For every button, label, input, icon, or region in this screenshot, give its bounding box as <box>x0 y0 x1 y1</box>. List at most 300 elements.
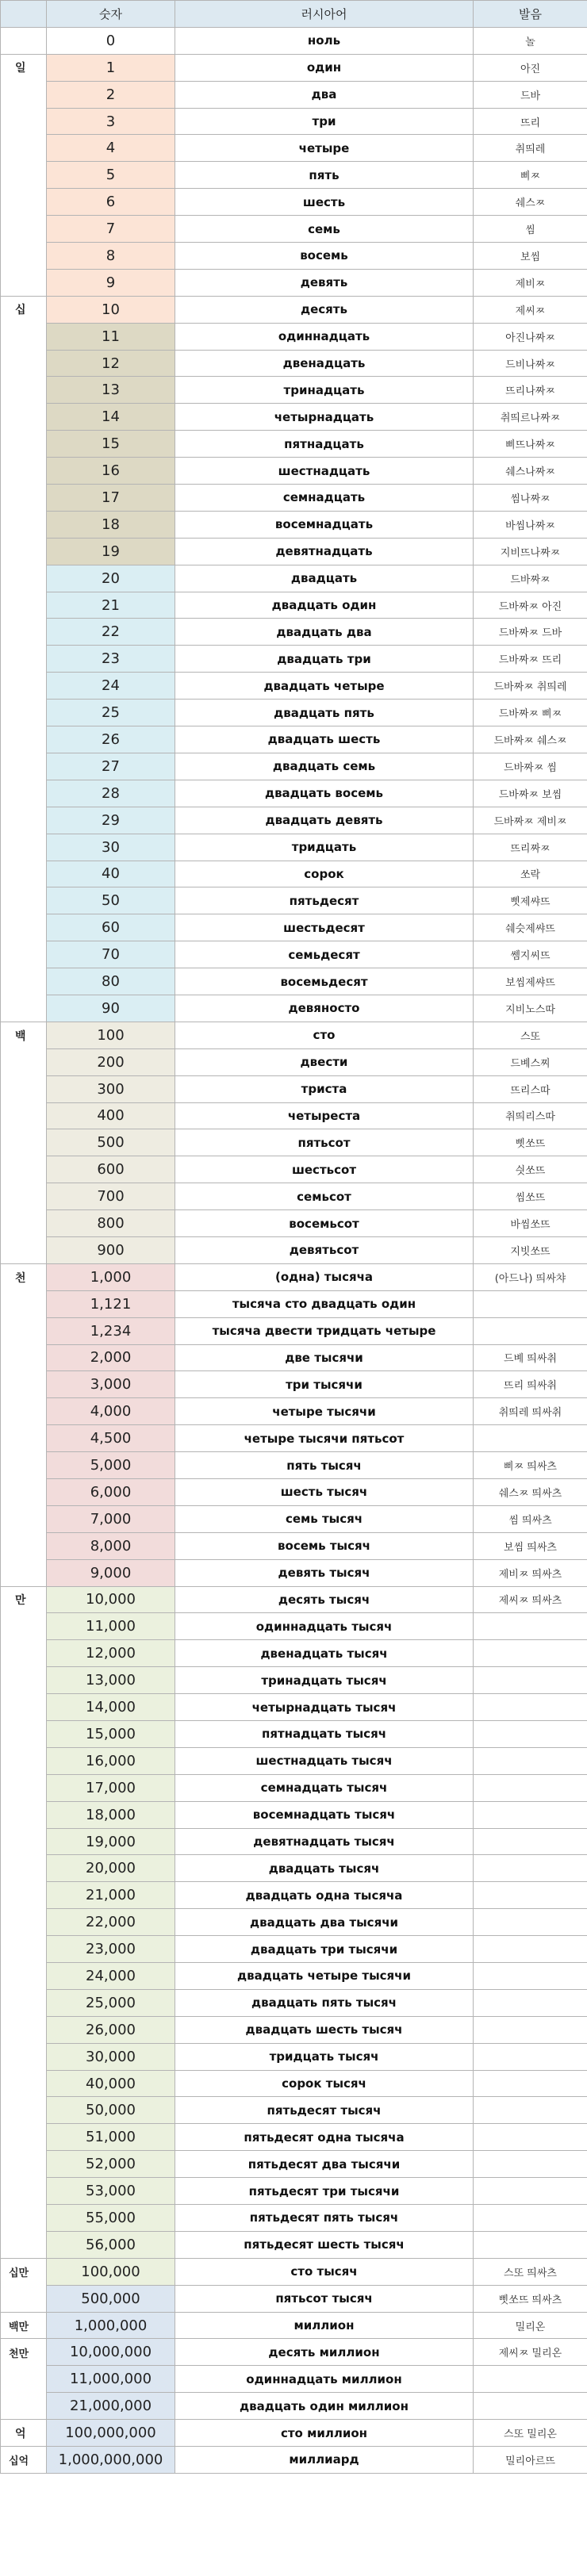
group-label <box>1 2097 47 2124</box>
pronunciation: 삐ㅉ <box>474 162 587 189</box>
pronunciation: 스또 띄싸츠 <box>474 2258 587 2285</box>
pronunciation: 지비노스따 <box>474 995 587 1022</box>
table-row <box>1 189 587 216</box>
group-label <box>1 1882 47 1909</box>
pronunciation: (아드나) 띄싸챠 <box>474 1263 587 1290</box>
russian-word: двадцать два <box>175 619 474 646</box>
group-label <box>1 1048 47 1075</box>
table-row <box>1 1290 587 1317</box>
russian-word: три <box>175 108 474 135</box>
table-row <box>1 81 587 108</box>
table-row <box>1 135 587 162</box>
number-cell: 14,000 <box>47 1694 175 1721</box>
table-row <box>1 2070 587 2097</box>
number-cell: 40,000 <box>47 2070 175 2097</box>
russian-word: девятнадцать <box>175 538 474 565</box>
group-label <box>1 1478 47 1505</box>
russian-word: восемь <box>175 243 474 270</box>
number-cell: 700 <box>47 1183 175 1210</box>
table-row <box>1 27 587 54</box>
russian-word: семнадцать тысяч <box>175 1774 474 1801</box>
number-cell: 90 <box>47 995 175 1022</box>
pronunciation: 드볘스찌 <box>474 1048 587 1075</box>
number-cell: 40 <box>47 861 175 887</box>
table-row <box>1 1075 587 1102</box>
number-cell: 1,121 <box>47 1290 175 1317</box>
number-cell: 13 <box>47 377 175 404</box>
pronunciation: 밀리아르뜨 <box>474 2447 587 2474</box>
group-label <box>1 1452 47 1479</box>
pronunciation: 뜨리나짜ㅉ <box>474 377 587 404</box>
table-row <box>1 1022 587 1048</box>
number-cell: 9 <box>47 269 175 296</box>
group-label <box>1 753 47 780</box>
russian-word: ноль <box>175 27 474 54</box>
table-row <box>1 1344 587 1371</box>
group-label <box>1 2205 47 2232</box>
russian-word: шестьдесят <box>175 914 474 941</box>
table-row <box>1 1532 587 1559</box>
pronunciation: 스또 <box>474 1022 587 1048</box>
russian-word: семь тысяч <box>175 1505 474 1532</box>
number-cell: 51,000 <box>47 2124 175 2151</box>
number-cell: 25 <box>47 700 175 726</box>
number-cell: 22,000 <box>47 1909 175 1936</box>
russian-word: шестнадцать <box>175 458 474 485</box>
table-row <box>1 2043 587 2070</box>
table-row <box>1 780 587 807</box>
russian-word: двадцать одна тысяча <box>175 1882 474 1909</box>
russian-word: двадцать три <box>175 646 474 673</box>
number-cell: 30 <box>47 834 175 861</box>
number-cell: 10,000,000 <box>47 2339 175 2366</box>
pronunciation: 취띄레 띄싸취 <box>474 1398 587 1425</box>
number-cell: 500,000 <box>47 2285 175 2312</box>
pronunciation: 지빗쏘뜨 <box>474 1236 587 1263</box>
number-cell: 15 <box>47 431 175 458</box>
group-label <box>1 1774 47 1801</box>
russian-word: три тысячи <box>175 1371 474 1398</box>
number-cell: 70 <box>47 941 175 968</box>
group-label <box>1 941 47 968</box>
table-row <box>1 2312 587 2339</box>
number-cell: 19 <box>47 538 175 565</box>
russian-word: пятьдесят два тысячи <box>175 2151 474 2178</box>
table-row <box>1 323 587 350</box>
group-label <box>1 1909 47 1936</box>
table-row <box>1 431 587 458</box>
russian-word: двадцать четыре тысячи <box>175 1963 474 1990</box>
table-row <box>1 1371 587 1398</box>
group-label <box>1 1156 47 1183</box>
russian-word: две тысячи <box>175 1344 474 1371</box>
russian-word: одиннадцать миллион <box>175 2366 474 2393</box>
russian-word: миллион <box>175 2312 474 2339</box>
russian-word: двенадцать <box>175 350 474 377</box>
pronunciation <box>474 1425 587 1452</box>
group-label: 억 <box>1 2420 47 2447</box>
table-row <box>1 485 587 512</box>
number-cell: 20 <box>47 565 175 592</box>
russian-word: сорок <box>175 861 474 887</box>
group-label <box>1 377 47 404</box>
group-label <box>1 2151 47 2178</box>
russian-word: пятнадцать тысяч <box>175 1721 474 1748</box>
header-row <box>1 1 587 28</box>
pronunciation: 쉐스ㅉ <box>474 189 587 216</box>
pronunciation <box>474 1290 587 1317</box>
group-label <box>1 350 47 377</box>
number-cell: 4,000 <box>47 1398 175 1425</box>
table-row <box>1 1586 587 1613</box>
number-cell: 0 <box>47 27 175 54</box>
russian-word: двадцать восемь <box>175 780 474 807</box>
table-row <box>1 2339 587 2366</box>
russian-word: двенадцать тысяч <box>175 1640 474 1667</box>
group-label: 천 <box>1 1263 47 1290</box>
table-row <box>1 1263 587 1290</box>
pronunciation: 보씸 띄싸츠 <box>474 1532 587 1559</box>
russian-word: четыре тысячи пятьсот <box>175 1425 474 1452</box>
group-label <box>1 1425 47 1452</box>
pronunciation: 드바짜ㅉ 아진 <box>474 592 587 619</box>
pronunciation: 뜨리스따 <box>474 1075 587 1102</box>
russian-word: двадцать два тысячи <box>175 1909 474 1936</box>
pronunciation: 드바짜ㅉ 삐ㅉ <box>474 700 587 726</box>
number-cell: 30,000 <box>47 2043 175 2070</box>
table-row <box>1 1694 587 1721</box>
russian-word: двадцать пять тысяч <box>175 1989 474 2016</box>
number-cell: 23,000 <box>47 1936 175 1963</box>
group-label <box>1 1371 47 1398</box>
russian-word: тридцать тысяч <box>175 2043 474 2070</box>
russian-word: двадцать один <box>175 592 474 619</box>
pronunciation: 뜨리 <box>474 108 587 135</box>
table-row <box>1 1317 587 1344</box>
table-row <box>1 968 587 995</box>
pronunciation: 뜨리짜ㅉ <box>474 834 587 861</box>
group-label: 십억 <box>1 2447 47 2474</box>
number-cell: 300 <box>47 1075 175 1102</box>
group-label <box>1 2231 47 2258</box>
russian-word: пять тысяч <box>175 1452 474 1479</box>
pronunciation: 드바짜ㅉ 보씸 <box>474 780 587 807</box>
pronunciation: 쉐슷제쌰뜨 <box>474 914 587 941</box>
table-row <box>1 296 587 323</box>
pronunciation <box>474 2231 587 2258</box>
pronunciation: 제비ㅉ 띄싸츠 <box>474 1559 587 1586</box>
number-cell: 2,000 <box>47 1344 175 1371</box>
number-cell: 18,000 <box>47 1801 175 1828</box>
russian-word: двести <box>175 1048 474 1075</box>
russian-word: семнадцать <box>175 485 474 512</box>
number-cell: 3 <box>47 108 175 135</box>
group-label <box>1 914 47 941</box>
group-label <box>1 1102 47 1129</box>
russian-word: тридцать <box>175 834 474 861</box>
group-label <box>1 2178 47 2205</box>
group-label <box>1 485 47 512</box>
table-row <box>1 1828 587 1855</box>
number-cell: 4 <box>47 135 175 162</box>
number-cell: 22 <box>47 619 175 646</box>
table-row <box>1 377 587 404</box>
pronunciation <box>474 2178 587 2205</box>
russian-word: одиннадцать <box>175 323 474 350</box>
table-row <box>1 887 587 914</box>
group-label <box>1 592 47 619</box>
table-row <box>1 1156 587 1183</box>
russian-word: четыреста <box>175 1102 474 1129</box>
pronunciation: 드바 <box>474 81 587 108</box>
group-label <box>1 1559 47 1586</box>
table-row <box>1 753 587 780</box>
russian-word: тысяча двести тридцать четыре <box>175 1317 474 1344</box>
header-pronunciation: 발음 <box>474 1 587 28</box>
number-cell: 4,500 <box>47 1425 175 1452</box>
number-cell: 16,000 <box>47 1747 175 1774</box>
pronunciation: 제씨ㅉ <box>474 296 587 323</box>
table-row <box>1 404 587 431</box>
group-label: 십만 <box>1 2258 47 2285</box>
pronunciation: 씸쏘뜨 <box>474 1183 587 1210</box>
number-cell: 11 <box>47 323 175 350</box>
pronunciation: 씸 띄싸츠 <box>474 1505 587 1532</box>
russian-word: двадцать семь <box>175 753 474 780</box>
pronunciation <box>474 1317 587 1344</box>
russian-word: сто миллион <box>175 2420 474 2447</box>
number-cell: 26 <box>47 726 175 753</box>
russian-word: сорок тысяч <box>175 2070 474 2097</box>
table-row <box>1 1048 587 1075</box>
group-label <box>1 1129 47 1156</box>
group-label <box>1 1667 47 1694</box>
pronunciation: 삣제쌰뜨 <box>474 887 587 914</box>
russian-word: пятьдесят три тысячи <box>175 2178 474 2205</box>
table-row <box>1 565 587 592</box>
russian-word: четырнадцать тысяч <box>175 1694 474 1721</box>
table-row <box>1 1882 587 1909</box>
group-label <box>1 1075 47 1102</box>
pronunciation <box>474 2124 587 2151</box>
table-row <box>1 1452 587 1479</box>
table-row <box>1 673 587 700</box>
russian-word: двадцать шесть тысяч <box>175 2016 474 2043</box>
number-cell: 9,000 <box>47 1559 175 1586</box>
group-label: 일 <box>1 54 47 81</box>
table-row <box>1 2420 587 2447</box>
table-row <box>1 1721 587 1748</box>
table-row <box>1 2124 587 2151</box>
group-label <box>1 135 47 162</box>
pronunciation: 지비뜨나짜ㅉ <box>474 538 587 565</box>
table-row <box>1 243 587 270</box>
number-cell: 50 <box>47 887 175 914</box>
group-label <box>1 2366 47 2393</box>
pronunciation: 삐ㅉ 띄싸츠 <box>474 1452 587 1479</box>
table-row <box>1 216 587 243</box>
pronunciation: 뜨리 띄싸취 <box>474 1371 587 1398</box>
pronunciation: 드바짜ㅉ <box>474 565 587 592</box>
table-row <box>1 1613 587 1640</box>
russian-word: четырнадцать <box>175 404 474 431</box>
table-row <box>1 646 587 673</box>
pronunciation: 드바짜ㅉ 취띄레 <box>474 673 587 700</box>
table-row <box>1 726 587 753</box>
number-cell: 5 <box>47 162 175 189</box>
russian-word: пятьсот тысяч <box>175 2285 474 2312</box>
number-cell: 16 <box>47 458 175 485</box>
pronunciation <box>474 1909 587 1936</box>
group-label <box>1 565 47 592</box>
number-cell: 28 <box>47 780 175 807</box>
russian-word: (одна) тысяча <box>175 1263 474 1290</box>
number-cell: 21,000 <box>47 1882 175 1909</box>
russian-word: восемь тысяч <box>175 1532 474 1559</box>
group-label <box>1 1613 47 1640</box>
table-row <box>1 1183 587 1210</box>
number-cell: 53,000 <box>47 2178 175 2205</box>
pronunciation: 쎔지씨뜨 <box>474 941 587 968</box>
pronunciation: 쉐스나짜ㅉ <box>474 458 587 485</box>
group-label <box>1 323 47 350</box>
table-row <box>1 2231 587 2258</box>
pronunciation: 삐뜨나짜ㅉ <box>474 431 587 458</box>
pronunciation: 제씨ㅉ 띄싸츠 <box>474 1586 587 1613</box>
table-row <box>1 2016 587 2043</box>
russian-word: триста <box>175 1075 474 1102</box>
table-row <box>1 2258 587 2285</box>
russian-word: десять <box>175 296 474 323</box>
table-row <box>1 458 587 485</box>
header-number: 숫자 <box>47 1 175 28</box>
pronunciation: 밀리온 <box>474 2312 587 2339</box>
group-label <box>1 2393 47 2420</box>
russian-word: пятьдесят <box>175 887 474 914</box>
group-label <box>1 1210 47 1237</box>
group-label <box>1 995 47 1022</box>
group-label <box>1 1828 47 1855</box>
number-cell: 100,000 <box>47 2258 175 2285</box>
pronunciation: 바씸나짜ㅉ <box>474 511 587 538</box>
group-label <box>1 538 47 565</box>
pronunciation: 취띄레 <box>474 135 587 162</box>
table-row <box>1 941 587 968</box>
russian-word: девяносто <box>175 995 474 1022</box>
number-cell: 400 <box>47 1102 175 1129</box>
table-row <box>1 511 587 538</box>
number-cell: 900 <box>47 1236 175 1263</box>
pronunciation <box>474 2016 587 2043</box>
russian-word: девять <box>175 269 474 296</box>
russian-word: тринадцать <box>175 377 474 404</box>
russian-word: пятьдесят пять тысяч <box>175 2205 474 2232</box>
table-row <box>1 1102 587 1129</box>
group-label <box>1 619 47 646</box>
table-row <box>1 861 587 887</box>
pronunciation: 취띄리스따 <box>474 1102 587 1129</box>
group-label <box>1 2070 47 2097</box>
number-cell: 21,000,000 <box>47 2393 175 2420</box>
pronunciation: 씸 <box>474 216 587 243</box>
russian-word: семь <box>175 216 474 243</box>
number-cell: 26,000 <box>47 2016 175 2043</box>
table-row <box>1 1478 587 1505</box>
russian-word: пятьсот <box>175 1129 474 1156</box>
table-row <box>1 834 587 861</box>
russian-word: восемьдесят <box>175 968 474 995</box>
table-row <box>1 995 587 1022</box>
pronunciation <box>474 1640 587 1667</box>
russian-word: тысяча сто двадцать один <box>175 1290 474 1317</box>
table-row <box>1 2205 587 2232</box>
table-row <box>1 1936 587 1963</box>
russian-word: двадцать пять <box>175 700 474 726</box>
group-label: 백만 <box>1 2312 47 2339</box>
table-row <box>1 1640 587 1667</box>
russian-word: десять миллион <box>175 2339 474 2366</box>
number-cell: 10 <box>47 296 175 323</box>
pronunciation: 씸나짜ㅉ <box>474 485 587 512</box>
number-cell: 2 <box>47 81 175 108</box>
table-row <box>1 1559 587 1586</box>
table-row <box>1 1989 587 2016</box>
number-cell: 14 <box>47 404 175 431</box>
pronunciation: 드볘 띄싸취 <box>474 1344 587 1371</box>
russian-word: пятьдесят одна тысяча <box>175 2124 474 2151</box>
russian-word: пятнадцать <box>175 431 474 458</box>
group-label <box>1 807 47 834</box>
table-row <box>1 700 587 726</box>
number-cell: 1,000 <box>47 1263 175 1290</box>
table-row <box>1 914 587 941</box>
group-label <box>1 27 47 54</box>
group-label <box>1 189 47 216</box>
pronunciation <box>474 1774 587 1801</box>
table-row <box>1 1210 587 1237</box>
pronunciation <box>474 1963 587 1990</box>
table-row <box>1 2097 587 2124</box>
russian-word: двадцать четыре <box>175 673 474 700</box>
number-cell: 800 <box>47 1210 175 1237</box>
pronunciation <box>474 1989 587 2016</box>
group-label <box>1 81 47 108</box>
number-cell: 20,000 <box>47 1855 175 1882</box>
russian-word: двадцать тысяч <box>175 1855 474 1882</box>
table-row <box>1 269 587 296</box>
group-label <box>1 887 47 914</box>
pronunciation <box>474 2097 587 2124</box>
russian-word: двадцать девять <box>175 807 474 834</box>
number-cell: 11,000 <box>47 1613 175 1640</box>
header-russian: 러시아어 <box>175 1 474 28</box>
group-label <box>1 834 47 861</box>
number-cell: 17,000 <box>47 1774 175 1801</box>
pronunciation: 보씸 <box>474 243 587 270</box>
russian-word: шестнадцать тысяч <box>175 1747 474 1774</box>
pronunciation <box>474 1828 587 1855</box>
number-cell: 19,000 <box>47 1828 175 1855</box>
russian-word: тринадцать тысяч <box>175 1667 474 1694</box>
header-group <box>1 1 47 28</box>
table-row <box>1 1236 587 1263</box>
group-label <box>1 1855 47 1882</box>
table-row <box>1 1801 587 1828</box>
group-label <box>1 2285 47 2312</box>
pronunciation: 보씸제쌰뜨 <box>474 968 587 995</box>
russian-word: пятьдесят тысяч <box>175 2097 474 2124</box>
group-label <box>1 673 47 700</box>
